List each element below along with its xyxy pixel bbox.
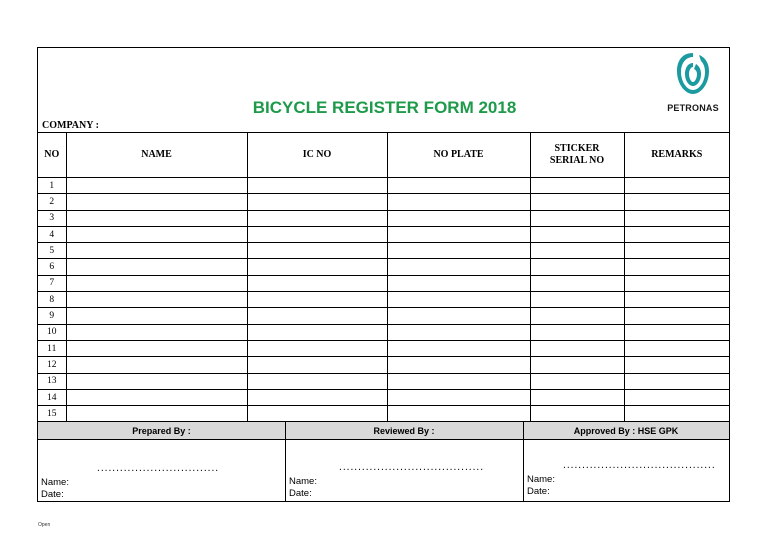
name-cell[interactable]: [66, 194, 247, 210]
no-plate-cell[interactable]: [387, 292, 530, 308]
sticker-serial-cell[interactable]: [530, 406, 624, 422]
name-cell[interactable]: [66, 243, 247, 259]
remarks-cell[interactable]: [624, 340, 729, 356]
ic-no-cell[interactable]: [247, 259, 387, 275]
row-number: 6: [38, 259, 66, 275]
remarks-cell[interactable]: [624, 178, 729, 194]
row-number: 11: [38, 340, 66, 356]
table-row: [38, 373, 729, 389]
row-number: 2: [38, 194, 66, 210]
no-plate-cell[interactable]: [387, 243, 530, 259]
petronas-emblem-icon: [673, 51, 713, 97]
signoff-divider: [285, 422, 286, 502]
row-number: 10: [38, 324, 66, 340]
name-cell[interactable]: [66, 210, 247, 226]
form-title: BICYCLE REGISTER FORM 2018: [252, 98, 517, 117]
name-cell[interactable]: [66, 275, 247, 291]
remarks-cell[interactable]: [624, 259, 729, 275]
ic-no-cell[interactable]: [247, 178, 387, 194]
no-plate-cell[interactable]: [387, 357, 530, 373]
name-cell[interactable]: [66, 389, 247, 405]
remarks-cell[interactable]: [624, 373, 729, 389]
register-table: [38, 132, 729, 422]
reviewed-name-label: Name:: [289, 476, 317, 487]
table-row: [38, 194, 729, 210]
name-cell[interactable]: [66, 340, 247, 356]
sticker-serial-cell[interactable]: [530, 357, 624, 373]
remarks-cell[interactable]: [624, 406, 729, 422]
row-number: 4: [38, 226, 66, 242]
no-plate-cell[interactable]: [387, 389, 530, 405]
row-number: 7: [38, 275, 66, 291]
signoff-section: [38, 421, 729, 502]
sticker-serial-cell[interactable]: [530, 226, 624, 242]
prepared-signature-line: ................................: [96, 464, 219, 473]
row-number: 8: [38, 292, 66, 308]
row-number: 9: [38, 308, 66, 324]
sticker-serial-cell[interactable]: [530, 389, 624, 405]
remarks-cell[interactable]: [624, 243, 729, 259]
sticker-serial-cell[interactable]: [530, 210, 624, 226]
remarks-cell[interactable]: [624, 194, 729, 210]
reviewed-signature-line: ......................................: [338, 463, 484, 472]
table-row: [38, 389, 729, 405]
ic-no-cell[interactable]: [247, 324, 387, 340]
no-plate-cell[interactable]: [387, 226, 530, 242]
sticker-header-line2: SERIAL NO: [549, 155, 605, 166]
table-row: [38, 324, 729, 340]
ic-no-cell[interactable]: [247, 210, 387, 226]
ic-no-cell[interactable]: [247, 308, 387, 324]
remarks-cell[interactable]: [624, 357, 729, 373]
company-label: COMPANY :: [42, 120, 99, 131]
table-row: [38, 340, 729, 356]
column-header-no-plate: NO PLATE: [387, 133, 530, 178]
name-cell[interactable]: [66, 406, 247, 422]
column-header-ic-no: IC NO: [247, 133, 387, 178]
sticker-serial-cell[interactable]: [530, 243, 624, 259]
no-plate-cell[interactable]: [387, 324, 530, 340]
ic-no-cell[interactable]: [247, 406, 387, 422]
table-row: [38, 210, 729, 226]
column-header-no: NO: [38, 133, 66, 178]
prepared-date-label: Date:: [41, 489, 64, 500]
name-cell[interactable]: [66, 178, 247, 194]
remarks-cell[interactable]: [624, 389, 729, 405]
approved-signature-line: ........................................: [562, 461, 715, 470]
sticker-serial-cell[interactable]: [530, 178, 624, 194]
ic-no-cell[interactable]: [247, 243, 387, 259]
table-row: [38, 308, 729, 324]
sticker-serial-cell[interactable]: [530, 340, 624, 356]
reviewed-by-header: Reviewed By :: [285, 422, 523, 440]
no-plate-cell[interactable]: [387, 308, 530, 324]
ic-no-cell[interactable]: [247, 226, 387, 242]
sticker-serial-cell[interactable]: [530, 275, 624, 291]
no-plate-cell[interactable]: [387, 275, 530, 291]
no-plate-cell[interactable]: [387, 406, 530, 422]
sticker-serial-cell[interactable]: [530, 259, 624, 275]
signoff-divider: [523, 422, 524, 502]
table-row: [38, 178, 729, 194]
approved-by-header: Approved By : HSE GPK: [523, 422, 729, 440]
row-number: 5: [38, 243, 66, 259]
row-number: 13: [38, 373, 66, 389]
column-header-name: NAME: [66, 133, 247, 178]
sticker-serial-cell[interactable]: [530, 308, 624, 324]
table-row: [38, 275, 729, 291]
table-header-row: [38, 133, 729, 178]
table-row: [38, 226, 729, 242]
row-number: 15: [38, 406, 66, 422]
table-row: [38, 406, 729, 422]
row-number: 3: [38, 210, 66, 226]
table-row: [38, 292, 729, 308]
ic-no-cell[interactable]: [247, 292, 387, 308]
ic-no-cell[interactable]: [247, 373, 387, 389]
ic-no-cell[interactable]: [247, 194, 387, 210]
table-row: [38, 357, 729, 373]
table-row: [38, 259, 729, 275]
no-plate-cell[interactable]: [387, 259, 530, 275]
approved-name-label: Name:: [527, 474, 555, 485]
name-cell[interactable]: [66, 308, 247, 324]
no-plate-cell[interactable]: [387, 194, 530, 210]
name-cell[interactable]: [66, 226, 247, 242]
no-plate-cell[interactable]: [387, 340, 530, 356]
approved-date-label: Date:: [527, 486, 550, 497]
ic-no-cell[interactable]: [247, 389, 387, 405]
remarks-cell[interactable]: [624, 324, 729, 340]
column-header-remarks: REMARKS: [624, 133, 729, 178]
name-cell[interactable]: [66, 259, 247, 275]
sticker-serial-cell[interactable]: [530, 373, 624, 389]
remarks-cell[interactable]: [624, 292, 729, 308]
row-number: 12: [38, 357, 66, 373]
row-number: 14: [38, 389, 66, 405]
reviewed-date-label: Date:: [289, 488, 312, 499]
remarks-cell[interactable]: [624, 210, 729, 226]
logo-text: PETRONAS: [667, 103, 719, 113]
sticker-serial-cell[interactable]: [530, 292, 624, 308]
no-plate-cell[interactable]: [387, 373, 530, 389]
name-cell[interactable]: [66, 292, 247, 308]
name-cell[interactable]: [66, 324, 247, 340]
ic-no-cell[interactable]: [247, 275, 387, 291]
column-header-sticker-serial-no: [530, 133, 624, 178]
table-row: [38, 243, 729, 259]
ic-no-cell[interactable]: [247, 357, 387, 373]
prepared-name-label: Name:: [41, 477, 69, 488]
name-cell[interactable]: [66, 373, 247, 389]
classification-label: Open: [38, 522, 51, 528]
remarks-cell[interactable]: [624, 308, 729, 324]
no-plate-cell[interactable]: [387, 178, 530, 194]
sticker-header-line1: STICKER: [554, 143, 600, 154]
remarks-cell[interactable]: [624, 226, 729, 242]
sticker-serial-cell[interactable]: [530, 194, 624, 210]
no-plate-cell[interactable]: [387, 210, 530, 226]
remarks-cell[interactable]: [624, 275, 729, 291]
register-form: [37, 47, 730, 502]
name-cell[interactable]: [66, 357, 247, 373]
prepared-by-header: Prepared By :: [38, 422, 285, 440]
sticker-serial-cell[interactable]: [530, 324, 624, 340]
row-number: 1: [38, 178, 66, 194]
ic-no-cell[interactable]: [247, 340, 387, 356]
